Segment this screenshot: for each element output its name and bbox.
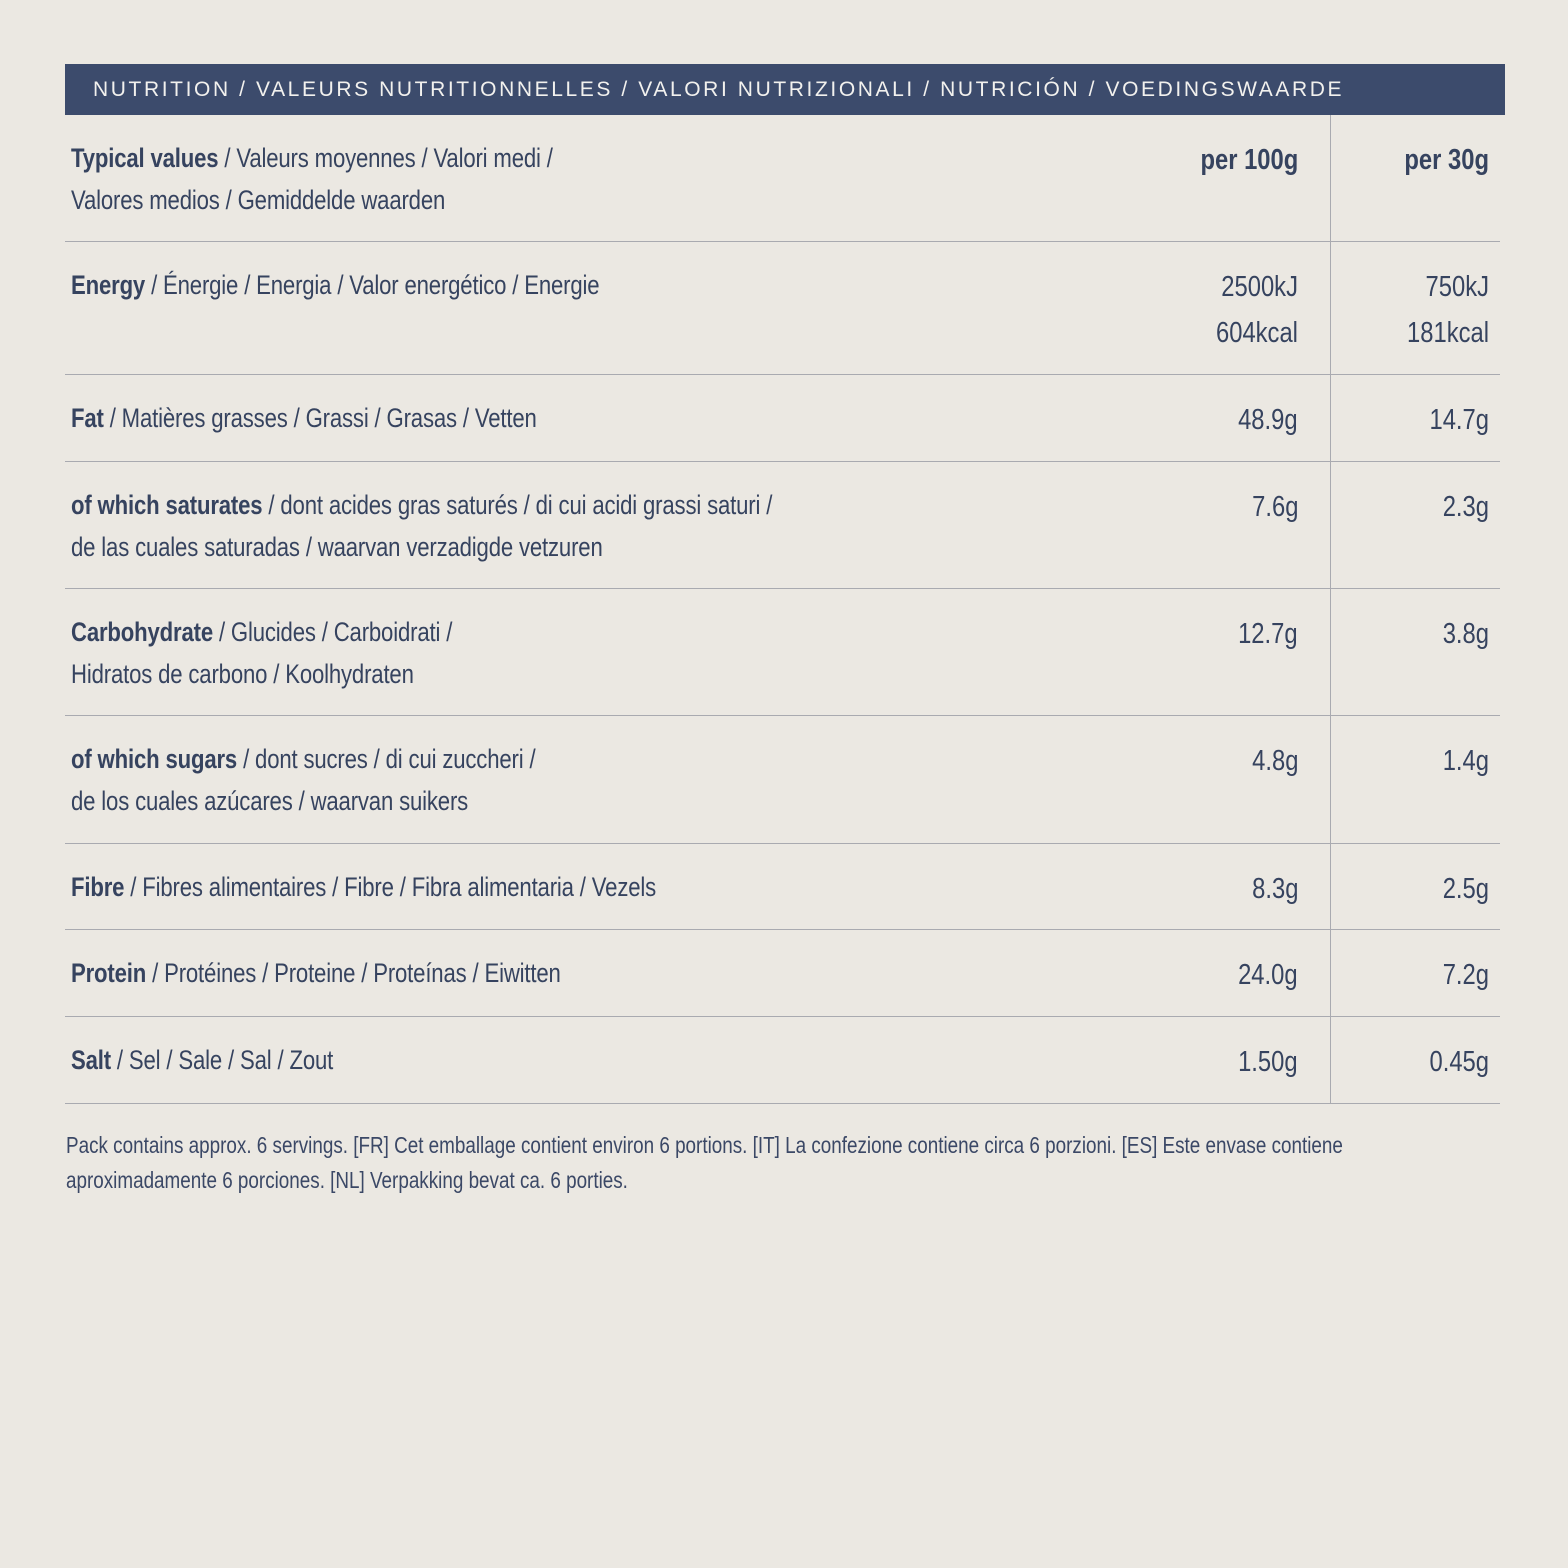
- header-label-cell: [65, 115, 1330, 241]
- table-row: [65, 462, 1500, 589]
- table-row: [65, 375, 1500, 462]
- header-label: [71, 137, 553, 241]
- value-per-30g: 14.7g: [1429, 404, 1489, 436]
- table-row: [65, 930, 1500, 1017]
- value-per-100g: 4.8g: [1251, 745, 1298, 777]
- header-per-30g: per 30g: [1404, 144, 1489, 176]
- nutrient-label: Salt / Sel / Sale / Sal / Zout: [71, 1045, 334, 1075]
- header-per-100g: per 100g: [1200, 144, 1298, 176]
- value-per-30g: 0.45g: [1429, 1046, 1489, 1078]
- value-per-30g: 2.3g: [1442, 491, 1489, 523]
- value-per-100g: 7.6g: [1251, 491, 1298, 523]
- value-per-100g: 48.9g: [1238, 404, 1298, 436]
- value-per-30g: 2.5g: [1442, 873, 1489, 905]
- value-per-100g: 1.50g: [1238, 1046, 1298, 1078]
- nutrient-label: Energy / Énergie / Energia / Valor energético / Energie: [71, 270, 600, 300]
- header-label-rest: / Valeurs moyennes / Valori medi /: [218, 143, 553, 173]
- value-per-30g: 3.8g: [1442, 618, 1489, 650]
- servings-footnote: [66, 1128, 1343, 1198]
- value-per-100g: 2500kJ 604kcal: [1216, 271, 1298, 349]
- value-per-30g: 1.4g: [1442, 745, 1489, 777]
- nutrient-label: of which sugars / dont sucres / di cui zuccheri / de los cuales azúcares / waarvan suikers: [71, 744, 536, 816]
- value-per-100g: 24.0g: [1238, 959, 1298, 991]
- nutrition-table: [65, 115, 1500, 1104]
- table-row: [65, 242, 1500, 375]
- nutrient-label: Fibre / Fibres alimentaires / Fibre / Fibra alimentaria / Vezels: [71, 872, 657, 902]
- table-row: [65, 589, 1500, 716]
- value-per-100g: 8.3g: [1251, 873, 1298, 905]
- table-row: [65, 1017, 1500, 1104]
- nutrient-label: Fat / Matières grasses / Grassi / Grasas / Vetten: [71, 403, 537, 433]
- table-row: [65, 716, 1500, 844]
- value-per-30g: 750kJ 181kcal: [1407, 271, 1489, 349]
- footnote-line2: aproximadamente 6 porciones. [NL] Verpakking bevat ca. 6 porties.: [66, 1167, 628, 1193]
- footnote-line1: Pack contains approx. 6 servings. [FR] Cet emballage contient environ 6 portions. [IT] La confezione contiene circa 6 porzioni. [ES] Este envase contiene: [66, 1132, 1343, 1158]
- value-per-30g: 7.2g: [1442, 959, 1489, 991]
- value-per-100g: 12.7g: [1238, 618, 1298, 650]
- nutrition-panel: [65, 64, 1505, 1104]
- header-label-line2: Valores medios / Gemiddelde waarden: [71, 185, 446, 215]
- nutrient-label: Carbohydrate / Glucides / Carboidrati / Hidratos de carbono / Koolhydraten: [71, 617, 453, 689]
- header-label-en: Typical values: [71, 143, 219, 173]
- nutrient-label: of which saturates / dont acides gras saturés / di cui acidi grassi saturi / de las cuales saturadas / waarvan verzadigde vetzuren: [71, 490, 773, 562]
- nutrient-label: Protein / Protéines / Proteine / Proteínas / Eiwitten: [71, 958, 561, 988]
- table-row: [65, 844, 1500, 930]
- header-per-30g-cell: [1330, 115, 1500, 241]
- nutrition-banner: NUTRITION / VALEURS NUTRITIONNELLES / VALORI NUTRIZIONALI / NUTRICIÓN / VOEDINGSWAARDE: [65, 64, 1505, 115]
- table-header-row: [65, 115, 1500, 242]
